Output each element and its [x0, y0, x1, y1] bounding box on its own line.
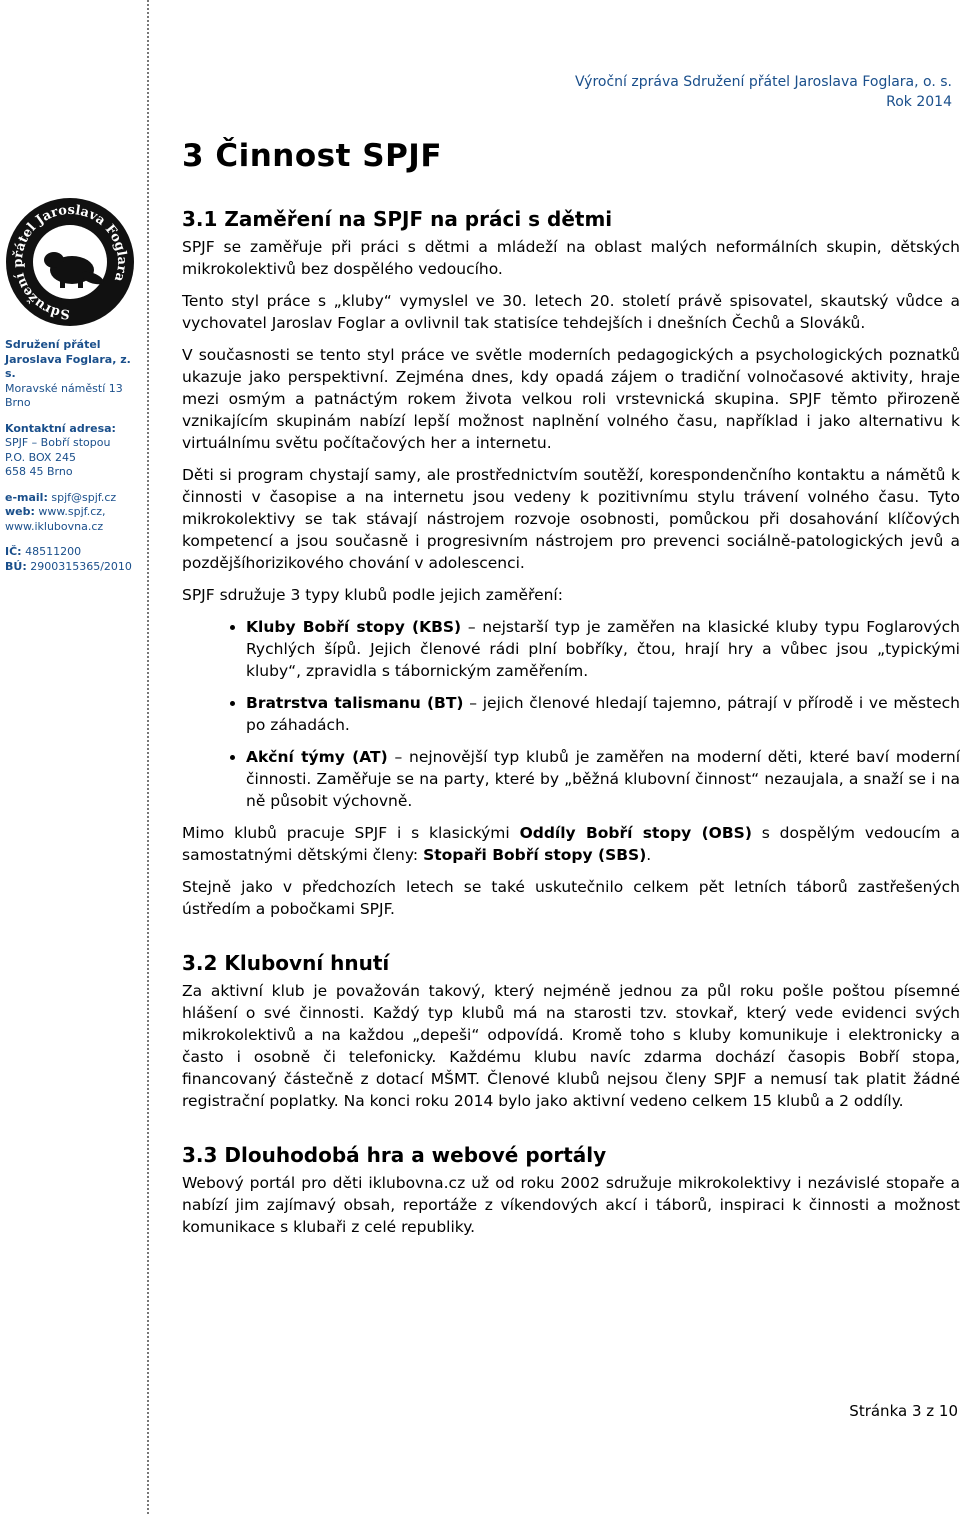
web-row — [5, 505, 145, 520]
email-row — [5, 491, 145, 506]
contact-line-1: SPJF – Bobří stopou — [5, 436, 111, 449]
sidebar-contact — [5, 338, 145, 574]
text-run: . — [646, 846, 652, 864]
running-header — [575, 72, 952, 112]
section-title-3-1: 3.1 Zaměření na SPJF na práci s dětmi — [182, 207, 613, 231]
text-run: s dospělým vedoucím a samostatnými dětskými členy: — [182, 824, 960, 864]
list-item-text: – jejich členové hledají tajemno, pátrají v přírodě i ve městech po záhadách. — [246, 694, 960, 734]
list-item-text: – nejstarší typ je zaměřen na klasické kluby typu Foglarových Rychlých šípů. Jejich členové rádi plní bobříky, čtou, hrají hry a vůbec jsou „typickými kluby“, zpravidla s tábornickým zaměřením. — [246, 618, 960, 680]
list-item — [246, 692, 960, 736]
paragraph: Tento styl práce s „kluby“ vymyslel ve 30. letech 20. století právě spisovatel, skautský vůdce a vychovatel Jaroslav Foglar a ovlivnil tak statisíce tehdejších i dnešních Čechů a Slováků. — [182, 292, 960, 332]
ic-value: 48511200 — [25, 545, 82, 558]
list-item-bold: Akční týmy (AT) — [246, 748, 388, 766]
org-name-2: Jaroslava Foglara, z. s. — [5, 352, 131, 380]
paragraph: Webový portál pro děti iklubovna.cz už od roku 2002 sdružuje mikrokolektivy i nezávislé stopaře a nabízí jim zajímavý obsah, reportáže z víkendových akcí i táborů, inspiraci k činnosti a možnost komunikace s klubaři z celé republiky. — [182, 1174, 960, 1236]
paragraph: Stejně jako v předchozích letech se také uskutečnilo celkem pět letních táborů zastřešených ústředím a pobočkami SPJF. — [182, 878, 960, 918]
paragraph: SPJF se zaměřuje při práci s dětmi a mládeží na oblast malých neformálních skupin, dětských mikrokolektivů bez dospělého vedoucího. — [182, 238, 960, 278]
bu-row — [5, 560, 145, 575]
paragraph: V současnosti se tento styl práce ve světle moderních pedagogických a psychologických poznatků ukazuje jako perspektivní. Zejména dnes, kdy opadá zájem o tradiční volnočasové aktivity, hraje mezi osmým a patnáctým rokem života velkou roli vrstevnická skupina. SPJF těmto přirozeně vznikajícím skupinám nabízí lepší možnost naplnění volného času, například i jako alternativu k virtuálnímu světu počítačových her a internetu. — [182, 346, 960, 452]
paragraph: Děti si program chystají samy, ale prostřednictvím soutěží, korespondenčního kontaktu a námětů k činnosti v časopise a na internetu jsou vedeny k pozitivnímu stylu trávení volného času. Tyto mikrokolektivy se tak stávají nástrojem rozvoje osobnosti, pomůckou při dosahování klíčových kompetencí a jsou současně i progresivním nástrojem pro prevenci sociálně-patologických jevů a pozdějšíhorizikového chování v adolescenci. — [182, 466, 960, 572]
section-title-3-3: 3.3 Dlouhodobá hra a webové portály — [182, 1143, 607, 1167]
section-title-3-2: 3.2 Klubovní hnutí — [182, 951, 390, 975]
text-run-bold: Oddíly Bobří stopy (OBS) — [519, 824, 752, 842]
web-label: web: — [5, 505, 35, 518]
header-line-1: Výroční zpráva Sdružení přátel Jaroslava Foglara, o. s. — [574, 74, 952, 90]
list-item — [246, 616, 960, 682]
list-item-text: – nejnovější typ klubů je zaměřen na moderní děti, které baví moderní činnosti. Zaměřuje se na party, které by „běžná klubovní činnost“ nezaujala, a snaží se i na ně působit výchovně. — [246, 748, 960, 810]
ic-row — [5, 545, 145, 560]
ic-label: IČ: — [5, 545, 22, 558]
address-line-1: Moravské náměstí 13 — [5, 381, 123, 395]
paragraph: SPJF sdružuje 3 typy klubů podle jejich zaměření: — [182, 586, 563, 604]
contact-line-2: P.O. BOX 245 — [5, 450, 76, 464]
header-line-2: Rok 2014 — [886, 94, 952, 110]
sidebar-divider — [147, 0, 149, 1514]
text-run: Mimo klubů pracuje SPJF i s klasickými — [182, 824, 520, 842]
bu-label: BÚ: — [5, 559, 27, 573]
web-link[interactable]: www.spjf.cz, — [38, 505, 106, 518]
main-content — [182, 206, 960, 1248]
page-number: Stránka 3 z 10 — [849, 1402, 958, 1420]
email-link[interactable]: spjf@spjf.cz — [51, 490, 117, 504]
list-item-bold: Bratrstva talismanu (BT) — [246, 694, 464, 712]
org-name-1: Sdružení přátel — [5, 338, 101, 351]
organization-logo — [2, 198, 138, 330]
paragraph: Za aktivní klub je považován takový, který nejméně jednou za půl roku pošle poštou písemné hlášení o své činnosti. Každý typ klubů má na starosti tzv. stovkař, který vede evidenci svých mikrokolektivů a na každou „depeši“ odpovídá. Kromě toho s kluby komunikuje i elektronicky a často i osobně či telefonicky. Každému klubu navíc zdarma dochází časopis Bobří stopa, financovaný částečně z dotací MŠMT. Členové klubů nejsou členy SPJF a nemusí tak platit žádné registrační poplatky. Na konci roku 2014 bylo jako aktivní vedeno celkem 15 klubů a 2 oddíly. — [182, 982, 960, 1110]
contact-line-3: 658 45 Brno — [5, 465, 73, 478]
contact-label: Kontaktní adresa: — [5, 421, 116, 435]
web-link-2[interactable]: www.iklubovna.cz — [5, 519, 104, 533]
list-item — [246, 746, 960, 812]
paragraph — [182, 822, 960, 866]
chapter-title: 3 Činnost SPJF — [182, 138, 442, 174]
list-item-bold: Kluby Bobří stopy (KBS) — [246, 618, 462, 636]
bu-value: 2900315365/2010 — [30, 559, 132, 573]
address-line-2: Brno — [5, 396, 31, 409]
logo-ring-text: Sdružení přátel Jaroslava Foglara — [10, 202, 130, 322]
text-run-bold: Stopaři Bobří stopy (SBS) — [423, 846, 647, 864]
email-label: e-mail: — [5, 490, 48, 504]
club-types-list — [182, 616, 960, 812]
